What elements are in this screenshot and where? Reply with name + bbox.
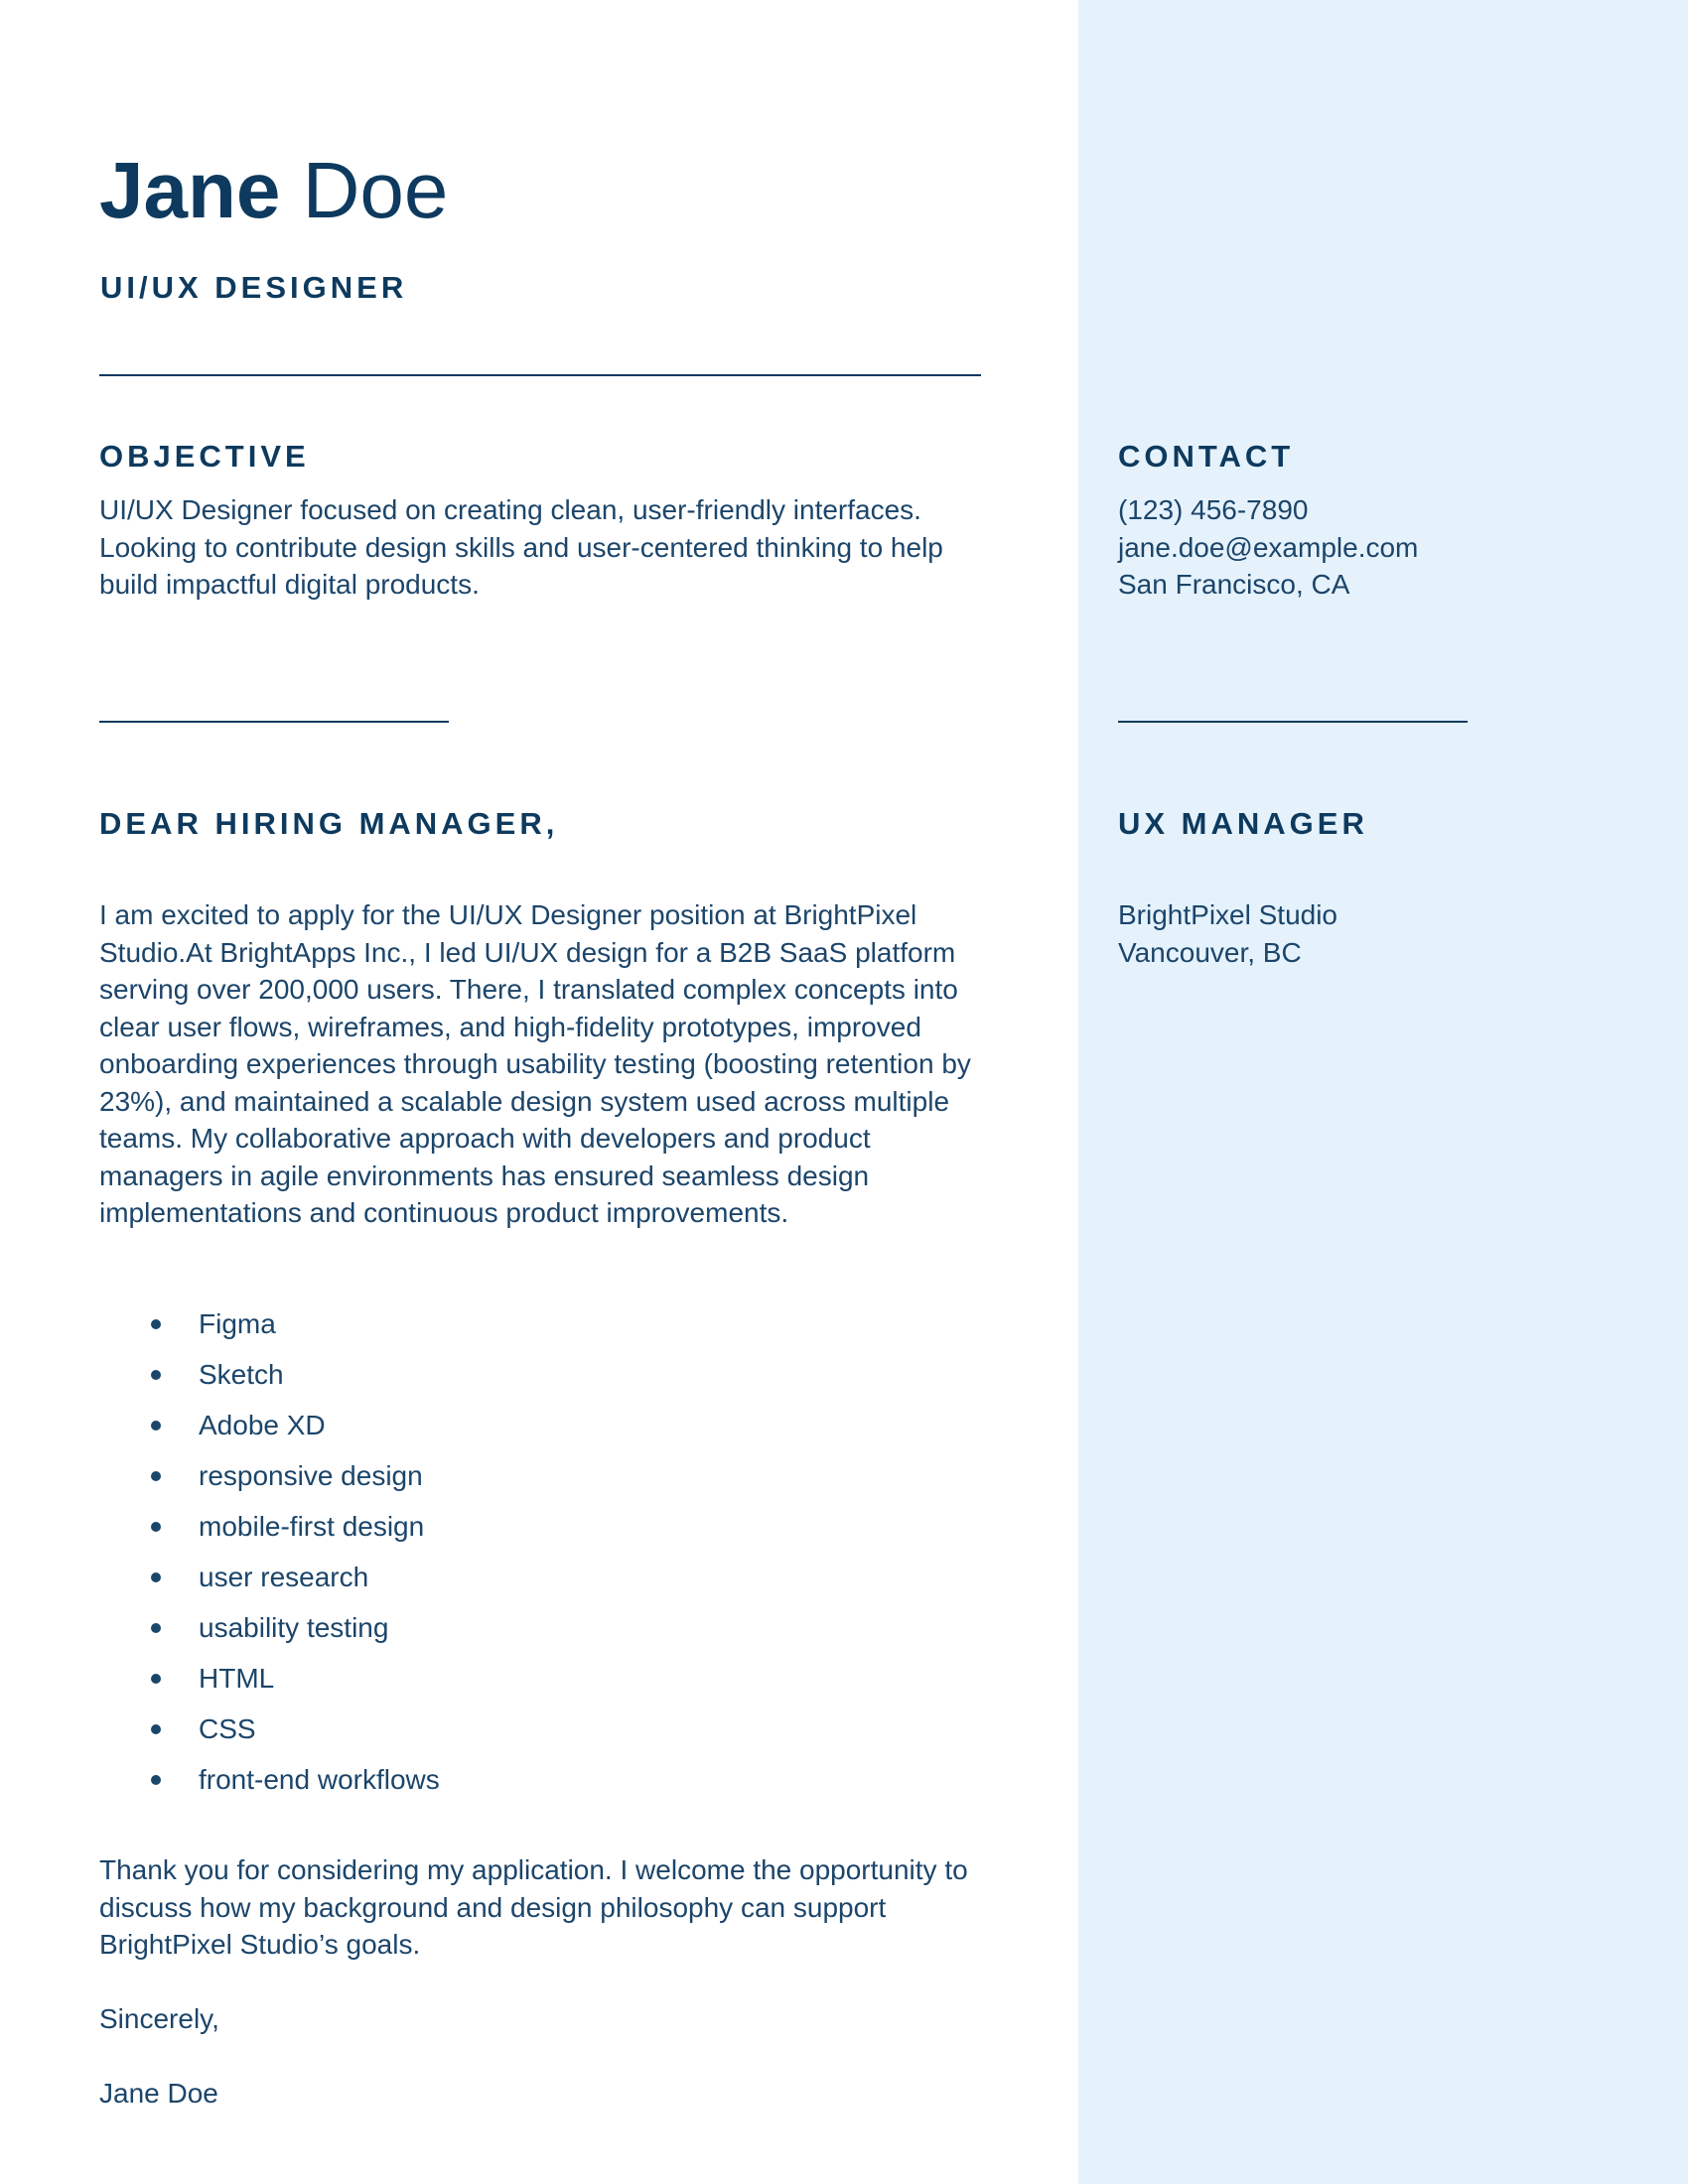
skill-label: responsive design: [199, 1460, 423, 1491]
skill-label: front-end workflows: [199, 1764, 440, 1795]
skill-label: Adobe XD: [199, 1410, 326, 1440]
objective-heading: OBJECTIVE: [99, 439, 310, 474]
recipient-heading: UX MANAGER: [1118, 806, 1368, 841]
first-name: Jane: [99, 146, 281, 234]
recipient-company: BrightPixel Studio: [1118, 899, 1338, 930]
bullet-icon: [151, 1370, 161, 1380]
section-divider-left: [99, 721, 449, 723]
bullet-icon: [151, 1623, 161, 1633]
bullet-icon: [151, 1674, 161, 1684]
skill-label: CSS: [199, 1713, 256, 1744]
list-item: [99, 1660, 973, 1710]
sidebar-panel: [1078, 0, 1688, 2184]
signoff: Sincerely,: [99, 2003, 219, 2034]
skill-label: Sketch: [199, 1359, 284, 1390]
contact-email: jane.doe@example.com: [1118, 531, 1419, 563]
skills-list: [99, 1305, 973, 1812]
bullet-icon: [151, 1522, 161, 1532]
letter-body: I am excited to apply for the UI/UX Designer position at BrightPixel Studio.At BrightApps Inc., I led UI/UX design for a B2B SaaS platform serving over 200,000 users. There, I translated complex concepts into clear user flows, wireframes, and high-fidelity prototypes, improved onboarding experiences through usability testing (boosting retention by 23%), and maintained a scalable design system used across multiple teams. My collaborative approach with developers and product managers in agile environments has ensured seamless design implementations and continuous product improvements.: [99, 899, 971, 1228]
contact-location: San Francisco, CA: [1118, 569, 1350, 600]
skill-label: usability testing: [199, 1612, 389, 1643]
bullet-icon: [151, 1471, 161, 1481]
skill-label: mobile-first design: [199, 1511, 425, 1542]
list-item: [99, 1508, 973, 1559]
contact-details: [1118, 491, 1654, 604]
bullet-icon: [151, 1572, 161, 1582]
salutation-heading: DEAR HIRING MANAGER,: [99, 806, 559, 841]
list-item: [99, 1761, 973, 1812]
skill-label: user research: [199, 1562, 369, 1592]
job-title: UI/UX DESIGNER: [100, 270, 408, 305]
bullet-icon: [151, 1421, 161, 1431]
last-name: Doe: [302, 146, 449, 234]
list-item: [99, 1457, 973, 1508]
skill-label: HTML: [199, 1663, 275, 1694]
bullet-icon: [151, 1319, 161, 1329]
list-item: [99, 1356, 973, 1407]
objective-text: UI/UX Designer focused on creating clean, user-friendly interfaces. Looking to contribute design skills and user-centered thinking to help build impactful digital products.: [99, 494, 943, 600]
list-item: [99, 1559, 973, 1609]
closing-paragraph: Thank you for considering my application. I welcome the opportunity to discuss how my background and design philosophy can support BrightPixel Studio’s goals.: [99, 1854, 968, 1960]
list-item: [99, 1609, 973, 1660]
recipient-location: Vancouver, BC: [1118, 936, 1302, 968]
list-item: [99, 1305, 973, 1356]
skill-label: Figma: [199, 1308, 276, 1339]
list-item: [99, 1407, 973, 1457]
header-divider: [99, 374, 981, 376]
applicant-name: [99, 146, 449, 234]
contact-phone: (123) 456-7890: [1118, 494, 1309, 525]
bullet-icon: [151, 1775, 161, 1785]
list-item: [99, 1710, 973, 1761]
section-divider-right: [1118, 721, 1468, 723]
contact-heading: CONTACT: [1118, 439, 1295, 474]
signature-name: Jane Doe: [99, 2078, 218, 2109]
bullet-icon: [151, 1724, 161, 1734]
recipient-details: [1118, 896, 1654, 971]
